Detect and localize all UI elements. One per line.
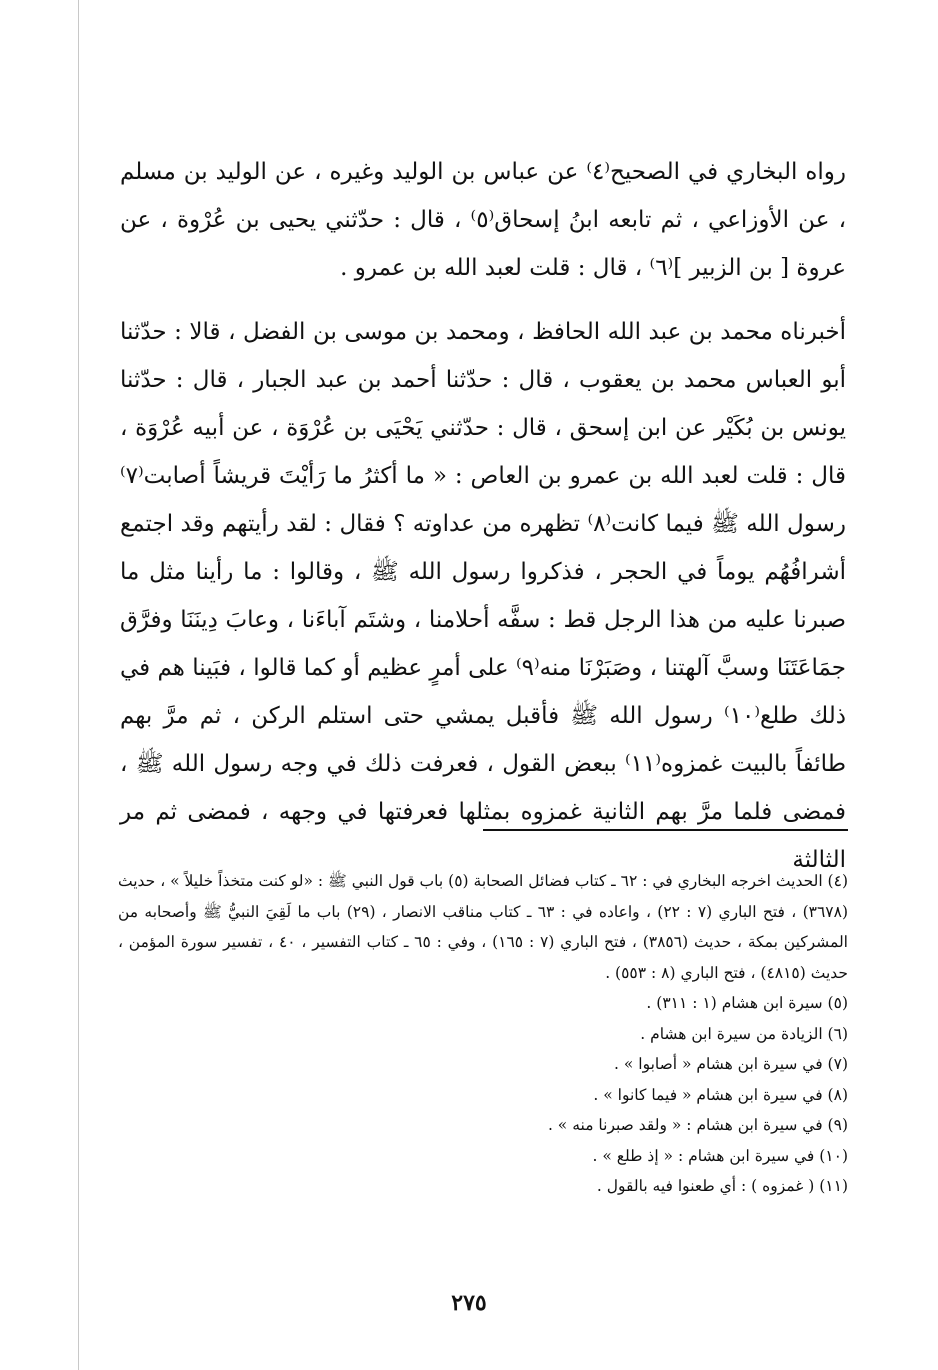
gutter-rule [78,0,79,1370]
footnote-10: (١٠) في سيرة ابن هشام : « إذ طلع » . [592,1146,848,1165]
footnote-7: (٧) في سيرة ابن هشام « أصابوا » . [614,1055,848,1073]
paragraph-2: أخبرناه محمد بن عبد الله الحافظ ، ومحمد بن موسى بن الفضل ، قالا : حدّثنا أبو العباس محمد بن يعقوب ، قال : حدّثنا أحمد بن عبد الجبار ، قال : حدّثنا يونس بن بُكَيْر عن ابن إسحق ، قال : حدّثني يَحْيَى بن عُرْوَة ، عن أبيه عُرْوَة ، قال : قلت لعبد الله بن عمرو بن العاص : « ما أكثرُ ما رَأيْتَ قريشاً أصابت⁽٧⁾ رسول الله ﷺ فيما كانت⁽٨⁾ تظهره من عداوته ؟ فقال : لقد رأيتهم وقد اجتمع أشرافُهُم يوماً في الحجر ، فذكروا رسول الله ﷺ ، وقالوا : ما رأينا مثل ما صبرنا عليه من هذا الرجل قط : سفَّه أحلامنا ، وشتَم آباءَنا ، وعابَ دِينَنَا وفرَّق جمَاعَتَنَا وسبَّ آلهتنا ، وصَبَرْنَا منه⁽٩⁾ على أمرٍ عظيم أو كما قالوا ، فبَينا هم في ذلك طلع⁽١٠⁾ رسول الله ﷺ فأقبل يمشي حتى استلم الركن ، ثم مرَّ بهم طائفاً بالبيت غمزوه⁽١١⁾ ببعض القول ، فعرفت ذلك في وجه رسول الله ﷺ ، فمضى فلما مرَّ بهم الثانية غمزوه بمثلها فعرفتها في وجهه ، فمضى ثم مر الثالثة [120,319,847,873]
footnotes [118,866,848,1202]
footnote-4: (٤) الحديث اخرجه البخاري في : ٦٢ ـ كتاب فضائل الصحابة (٥) باب قول النبي ﷺ : «لو كنت متخذاً خليلاً » ، حديث (٣٦٧٨) ، فتح الباري (٧ : ٢٢) ، واعاده في : ٦٣ ـ كتاب مناقب الانصار ، (٢٩) باب ما لَقِيَ النبيُّ ﷺ وأصحابه من المشركين بمكة ، حديث (٣٨٥٦) ، فتح الباري (٧ : ١٦٥) ، وفي : ٦٥ ـ كتاب التفسير ، ٤٠ ، تفسير سورة المؤمن ، حديث (٤٨١٥) ، فتح الباري (٨ : ٥٥٣) . [118,872,848,982]
page-number: ٢٧٥ [451,1290,487,1316]
footnote-9: (٩) في سيرة ابن هشام : « ولقد صبرنا منه » . [547,1116,848,1134]
page-body [120,148,846,884]
main-text [120,148,846,884]
paragraph-1: رواه البخاري في الصحيح⁽٤⁾ عن عباس بن الوليد وغيره ، عن الوليد بن مسلم ، عن الأوزاعي ، ثم تابعه ابنُ إسحاق⁽٥⁾ ، قال : حدّثني يحيى بن عُرْوة ، عن عروة [ بن الزبير ]⁽٦⁾ ، قال : قلت لعبد الله بن عمرو . [120,159,847,281]
footnote-8: (٨) في سيرة ابن هشام « فيما كانوا » . [593,1085,848,1104]
footnote-6: (٦) الزيادة من سيرة ابن هشام . [640,1024,848,1043]
footnote-5: (٥) سيرة ابن هشام (١ : ٣١١) . [646,994,848,1012]
footnote-separator [483,829,848,831]
footnote-11: (١١) ( غمزوه ) : أي طعنوا فيه بالقول . [596,1177,848,1195]
